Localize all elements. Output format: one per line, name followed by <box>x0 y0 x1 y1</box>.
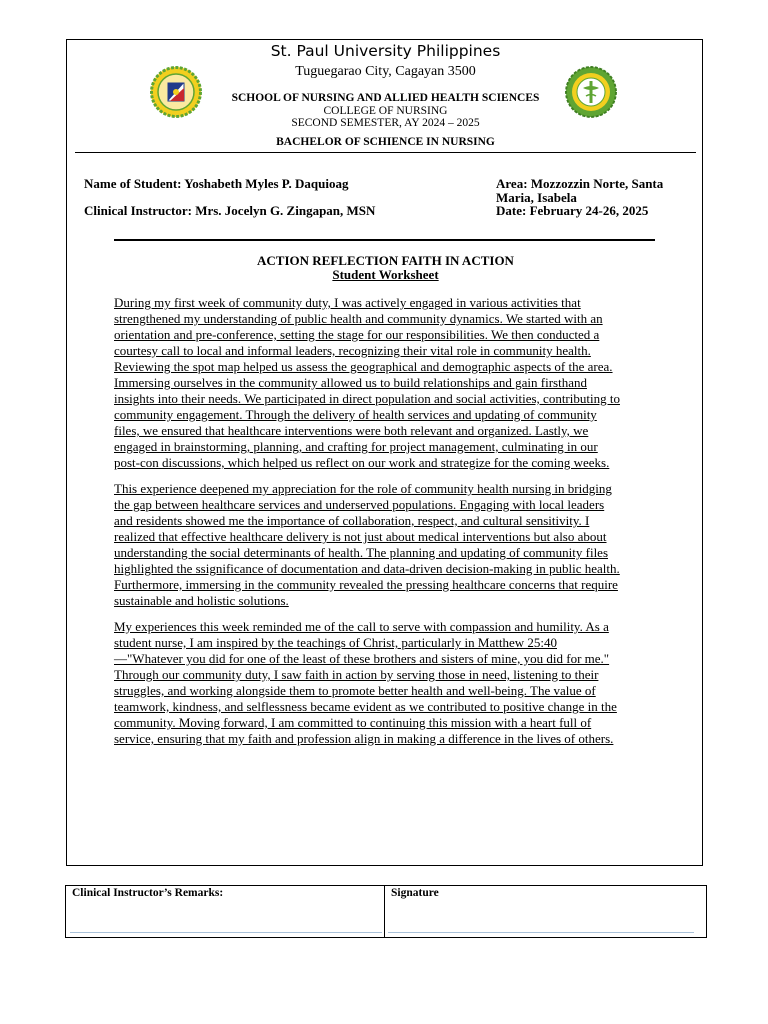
reflection-paragraph-3 <box>114 619 655 747</box>
paragraph-line: community engagement. Through the delivery of health services and updating of community <box>114 407 597 422</box>
paragraph-line: This experience deepened my appreciation for the role of community health nursing in bridging <box>114 481 612 496</box>
paragraph-line: Furthermore, immersing in the community revealed the pressing healthcare concerns that require <box>114 577 618 592</box>
remarks-label: Clinical Instructor’s Remarks: <box>72 887 224 899</box>
paragraph-line: community. Moving forward, I am committed to continuing this mission with a heart full of <box>114 715 592 730</box>
paragraph-line: strengthened my understanding of public health and community dynamics. We started with an <box>114 311 603 326</box>
section-divider <box>114 239 655 241</box>
paragraph-line: student nurse, I am inspired by the teachings of Christ, particularly in Matthew 25:40 <box>114 635 557 650</box>
university-address: Tuguegarao City, Cagayan 3500 <box>295 64 476 79</box>
reflection-paragraph-1 <box>114 295 655 471</box>
paragraph-line: During my first week of community duty, I was actively engaged in various activities that <box>114 295 581 310</box>
reflection-paragraph-2 <box>114 481 655 609</box>
paragraph-line: post-con discussions, which helped us reflect on our work and strategize for the coming weeks. <box>114 455 610 470</box>
document-frame <box>66 39 703 866</box>
paragraph-line: understanding the social determinants of health. The planning and updating of community files <box>114 545 609 560</box>
remarks-input-line <box>70 932 382 933</box>
worksheet-title: ACTION REFLECTION FAITH IN ACTION <box>257 253 514 268</box>
paragraph-line: Through our community duty, I saw faith in action by serving those in need, listening to their <box>114 667 599 682</box>
semester-label: SECOND SEMESTER, AY 2024 – 2025 <box>291 117 480 129</box>
paragraph-line: Reviewing the spot map helped us assess the geographical and demographic aspects of the area. <box>114 359 613 374</box>
paragraph-line: struggles, and working alongside them to promote better health and well-being. The value of <box>114 683 596 698</box>
paragraph-line: realized that effective healthcare delivery is not just about medical interventions but also about <box>114 529 607 544</box>
date-field: Date: February 24-26, 2025 <box>496 203 649 218</box>
paragraph-line: orientation and pre-conference, setting the stage for our responsibilities. We then conducted a <box>114 327 600 342</box>
school-name: SCHOOL OF NURSING AND ALLIED HEALTH SCIENCES <box>231 92 540 104</box>
clinical-instructor: Clinical Instructor: Mrs. Jocelyn G. Zingapan, MSN <box>84 203 376 218</box>
paragraph-line: and residents showed me the importance of collaboration, respect, and cultural sensitivity. I <box>114 513 590 528</box>
area-line-1: Area: Mozzozzin Norte, Santa <box>496 176 664 191</box>
paragraph-line: courtesy call to local and informal leaders, recognizing their vital role in community health. <box>114 343 591 358</box>
paragraph-line: service, ensuring that my faith and profession align in making a difference in the lives of others. <box>114 731 614 746</box>
worksheet-subtitle: Student Worksheet <box>332 267 439 282</box>
paragraph-line: My experiences this week reminded me of the call to serve with compassion and humility. As a <box>114 619 609 634</box>
paragraph-line: files, we ensured that healthcare interventions were both relevant and organized. Lastly, we <box>114 423 589 438</box>
area-line-2: Maria, Isabela <box>496 190 577 205</box>
area-field <box>496 177 696 205</box>
header-divider <box>75 152 696 153</box>
remarks-table <box>65 885 707 938</box>
university-name: St. Paul University Philippines <box>270 42 501 60</box>
paragraph-line: —"Whatever you did for one of the least of these brothers and sisters of mine, you did for me." <box>114 651 610 666</box>
paragraph-line: teamwork, kindness, and selflessness became evident as we contributed to positive change in the <box>114 699 617 714</box>
paragraph-line: engaged in brainstorming, planning, and crafting for project management, culminating in our <box>114 439 598 454</box>
paragraph-line: insights into their needs. We participated in direct population and social activities, contributing to <box>114 391 620 406</box>
college-name: COLLEGE OF NURSING <box>323 105 448 117</box>
paragraph-line: Immersing ourselves in the community allowed us to build relationships and gain firsthand <box>114 375 587 390</box>
program-name: BACHELOR OF SCHIENCE IN NURSING <box>276 136 495 148</box>
signature-input-line <box>388 932 694 933</box>
signature-label: Signature <box>391 887 439 899</box>
paragraph-line: the gap between healthcare services and underserved populations. Engaging with local leaders <box>114 497 605 512</box>
student-name: Name of Student: Yoshabeth Myles P. Daquioag <box>84 176 349 191</box>
paragraph-line: highlighted the ssignificance of documentation and data-driven decision-making in public health. <box>114 561 620 576</box>
paragraph-line: sustainable and holistic solutions. <box>114 593 289 608</box>
remarks-divider <box>384 886 385 937</box>
